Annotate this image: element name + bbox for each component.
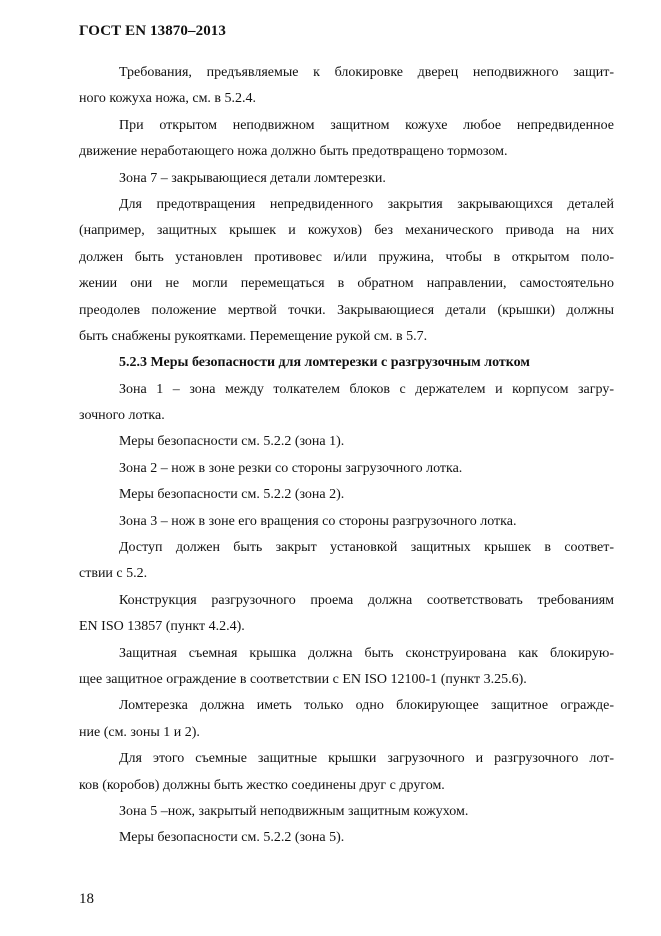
text-line: ного кожуха ножа, см. в 5.2.4. bbox=[79, 91, 257, 107]
text-line: движение неработающего ножа должно быть предотвращено тормозом. bbox=[79, 144, 508, 160]
text-line: ствии с 5.2. bbox=[79, 566, 148, 582]
text-line: жении они не могли перемещаться в обратном направлении, самостоятельно bbox=[79, 276, 614, 292]
text-line: зочного лотка. bbox=[79, 408, 165, 424]
text-line: преодолев положение мертвой точки. Закрывающиеся детали (крышки) должны bbox=[79, 302, 614, 318]
text-line: (например, защитных крышек и кожухов) без механического привода на них bbox=[79, 223, 614, 239]
text-line: должен быть установлен противовес и/или пружина, чтобы в открытом поло- bbox=[79, 249, 614, 265]
text-line: Требования, предъявляемые к блокировке дверец неподвижного защит- bbox=[119, 65, 614, 80]
text-line: При открытом неподвижном защитном кожухе любое непредвиденное bbox=[119, 117, 614, 133]
document-body bbox=[79, 63, 614, 855]
text-line: ков (коробов) должны быть жестко соединены друг с другом. bbox=[79, 777, 445, 793]
text-line: Ломтерезка должна иметь только одно блокирующее защитное огражде- bbox=[119, 698, 614, 714]
text-line: Зона 2 – нож в зоне резки со стороны загрузочного лотка. bbox=[119, 460, 463, 476]
text-line: Меры безопасности см. 5.2.2 (зона 5). bbox=[119, 830, 345, 846]
text-line: Зона 3 – нож в зоне его вращения со стороны разгрузочного лотка. bbox=[119, 513, 517, 529]
text-line: Защитная съемная крышка должна быть сконструирована как блокирую- bbox=[119, 645, 614, 661]
text-line: Для этого съемные защитные крышки загрузочного и разгрузочного лот- bbox=[119, 751, 614, 767]
text-line: щее защитное ограждение в соответствии с EN ISO 12100-1 (пункт 3.25.6). bbox=[79, 671, 527, 687]
text-line: Зона 1 – зона между толкателем блоков с держателем и корпусом загру- bbox=[119, 381, 614, 397]
section-heading: 5.2.3 Меры безопасности для ломтерезки с разгрузочным лотком bbox=[119, 355, 530, 371]
text-line: Доступ должен быть закрыт установкой защитных крышек в соответ- bbox=[119, 540, 614, 556]
text-line: Зона 5 –нож, закрытый неподвижным защитным кожухом. bbox=[119, 803, 469, 819]
text-line: Меры безопасности см. 5.2.2 (зона 1). bbox=[119, 434, 345, 450]
text-line: Конструкция разгрузочного проема должна соответствовать требованиям bbox=[119, 592, 614, 608]
text-line: Зона 7 – закрывающиеся детали ломтерезки. bbox=[119, 170, 386, 186]
text-line: Меры безопасности см. 5.2.2 (зона 2). bbox=[119, 487, 345, 503]
text-line: быть снабжены рукоятками. Перемещение рукой см. в 5.7. bbox=[79, 328, 428, 344]
text-line: ние (см. зоны 1 и 2). bbox=[79, 724, 200, 740]
document-header: ГОСТ EN 13870–2013 bbox=[79, 23, 226, 39]
text-line: Для предотвращения непредвиденного закрытия закрывающихся деталей bbox=[119, 196, 614, 212]
text-line: EN ISO 13857 (пункт 4.2.4). bbox=[79, 619, 245, 635]
page-number: 18 bbox=[79, 891, 94, 907]
